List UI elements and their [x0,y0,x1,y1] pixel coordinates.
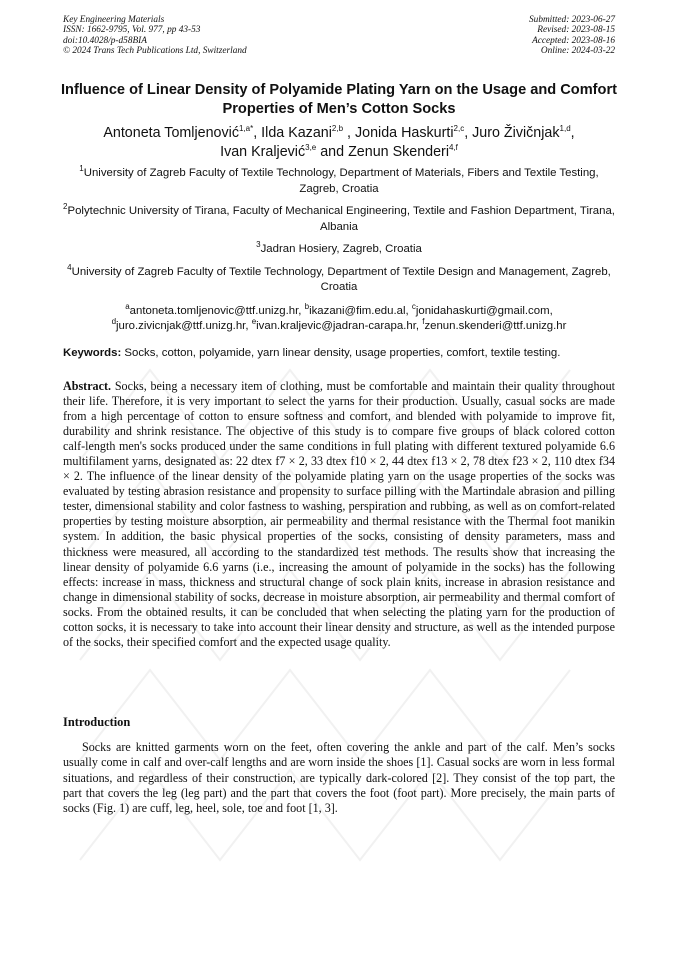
affiliations [60,166,618,335]
introduction-paragraph: Socks are knitted garments worn on the feet, often covering the ankle and part of the calf. Men’s socks usually come in calf and over-calf lengths and are worn inside the shoes [1]. Casual socks are worn in less formal situations, and regardless of their construction, are typically dark-colored [2]. They consist of the top part, the part that covers the leg (leg part) and the part that covers the foot (foot part). More precisely, the main parts of socks (Fig. 1) are cuff, leg, heel, sole, toe and foot [1, 3]. [63,740,615,816]
author [355,125,464,141]
email-marker: f [422,317,425,327]
email-link[interactable]: jonidahaskurti@gmail.com [415,304,550,317]
journal-issn: ISSN: 1662-9795, Vol. 977, pp 43-53 [63,25,201,36]
article-doi[interactable]: doi:10.4028/p-d58BIA [63,35,147,46]
affiliation-marker: 2 [63,202,68,212]
author-name: Antoneta Tomljenović [103,125,239,141]
author-separator: and [316,144,349,160]
email-marker: a [125,301,130,311]
affiliation-marker: 3 [256,240,261,250]
author-name: Ilda Kazani [261,125,332,141]
online-date: Online: 2024-03-22 [540,46,615,57]
author [261,125,343,141]
email-marker: e [251,317,257,327]
author-separator: , [343,125,355,141]
author [472,125,571,141]
affiliation-text: University of Zagreb Faculty of Textile Technology, Department of Textile Design and Management, Zagreb, Croatia [71,265,611,293]
email-link[interactable]: ikazani@fim.edu.al [309,304,406,317]
affiliation [60,262,618,296]
affiliation-marker: 1 [79,164,84,174]
email-marker: c [411,301,416,311]
author-name: Zenun Skenderi [348,144,449,160]
journal-name: Key Engineering Materials [63,15,165,25]
email-link[interactable]: antoneta.tomljenovic@ttf.unizg.hr [129,304,299,317]
affiliation [60,204,618,235]
author [348,144,458,160]
affiliation [60,166,618,197]
copyright-notice: © 2024 Trans Tech Publications Ltd, Switzerland [63,46,247,57]
author [220,144,316,160]
author [103,125,253,141]
author-affiliation-marker: 2,c [453,124,465,134]
author-name: Ivan Kraljević [220,144,306,160]
email-link[interactable]: zenun.skenderi@ttf.unizg.hr [424,320,567,332]
affiliation-text: University of Zagreb Faculty of Textile Technology, Department of Materials, Fibers and Textile Testing, Zagreb, Croatia [83,167,599,195]
affiliation-text: Jadran Hosiery, Zagreb, Croatia [260,243,422,255]
affiliation [60,242,618,258]
affiliation-text: Polytechnic University of Tirana, Faculty of Mechanical Engineering, Textile and Fashion Department, Tirana, Albania [67,205,615,233]
author-emails [60,301,618,335]
email-marker: b [304,301,310,311]
email-separator: , [245,320,252,332]
keywords [63,346,615,361]
abstract-label: Abstract. [63,379,112,393]
email-marker: d [111,317,117,327]
accepted-date: Accepted: 2023-08-16 [532,35,615,46]
author-name: Juro Živičnjak [472,125,560,141]
revised-date: Revised: 2023-08-15 [537,25,615,36]
publication-dates [529,15,615,57]
affiliation-marker: 4 [67,262,72,272]
paper-title: Influence of Linear Density of Polyamide Plating Yarn on the Usage and Comfort Properties of Men’s Cotton Socks [60,82,617,117]
email-separator: , [415,320,423,332]
email-separator: , [298,304,305,317]
email-separator: , [405,304,412,317]
author-separator: , [570,125,575,141]
keywords-label: Keywords: [63,347,122,359]
author-list [40,124,638,162]
author-affiliation-marker: 1,a* [238,124,254,134]
author-affiliation-marker: 3,e [305,143,317,153]
submitted-date: Submitted: 2023-06-27 [529,15,615,25]
email-link[interactable]: juro.zivicnjak@ttf.unizg.hr [116,320,246,332]
introduction-heading: Introduction [63,715,131,729]
email-link[interactable]: ivan.kraljevic@jadran-carapa.hr [256,320,416,332]
abstract-text: Socks, being a necessary item of clothing, must be comfortable and maintain their quality throughout their life. Therefore, it is very important to select the yarns for their production. Usually, casual socks are made from a high percentage of cotton to ensure softness and comfort, and blended with polyamide to improve fit, durability and shrink resistance. The objective of this study is to compare five groups of black colored cotton calf-length men's socks produced under the same conditions in full plating with different textured polyamide 6.6 multifilament yarns, designated as: 22 dtex f7 × 2, 33 dtex f10 × 2, 44 dtex f13 × 2, 78 dtex f23 × 2, 110 dtex f34 × 2. The influence of the linear density of the polyamide plating yarn on the usage properties of the socks was evaluated by testing abrasion resistance and propensity to surface pilling with the Martindale abrasion and pilling tester, dimensional stability and color fastness to washing, perspiration and rubbing, as well as on comfort-related properties by testing moisture absorption, air permeability and thermal resistance with the Thermal foot manikin system. In addition, the basic physical properties of the socks, consisting of density parameters, mass and thickness were measured, all according to the standardized test methods. The results show that increasing the linear density of polyamide 6.6 yarns (i.e., increasing the amount of polyamide in the socks) has the following effects: increase in mass, thickness and structural change of sock plain knits, increase in abrasion resistance and change in dimensional stability of socks, decrease in moisture absorption, air permeability and thermal comfort of socks. From the obtained results, it can be concluded that when selecting the plating yarn for the production of cotton socks, it is necessary to take into account their linear density and structure, as well as the intended purpose of the socks, their specified comfort and the expected usage quality. [63,379,615,649]
journal-info [63,15,247,57]
abstract [63,379,615,650]
keywords-text: Socks, cotton, polyamide, yarn linear density, usage properties, comfort, textile testing. [124,347,561,359]
author-separator: , [464,125,473,141]
author-affiliation-marker: 4,f [449,143,458,153]
author-affiliation-marker: 1,d [559,124,571,134]
author-separator: , [253,125,262,141]
author-name: Jonida Haskurti [354,125,454,141]
author-affiliation-marker: 2,b [331,124,344,134]
email-separator: , [549,304,553,317]
